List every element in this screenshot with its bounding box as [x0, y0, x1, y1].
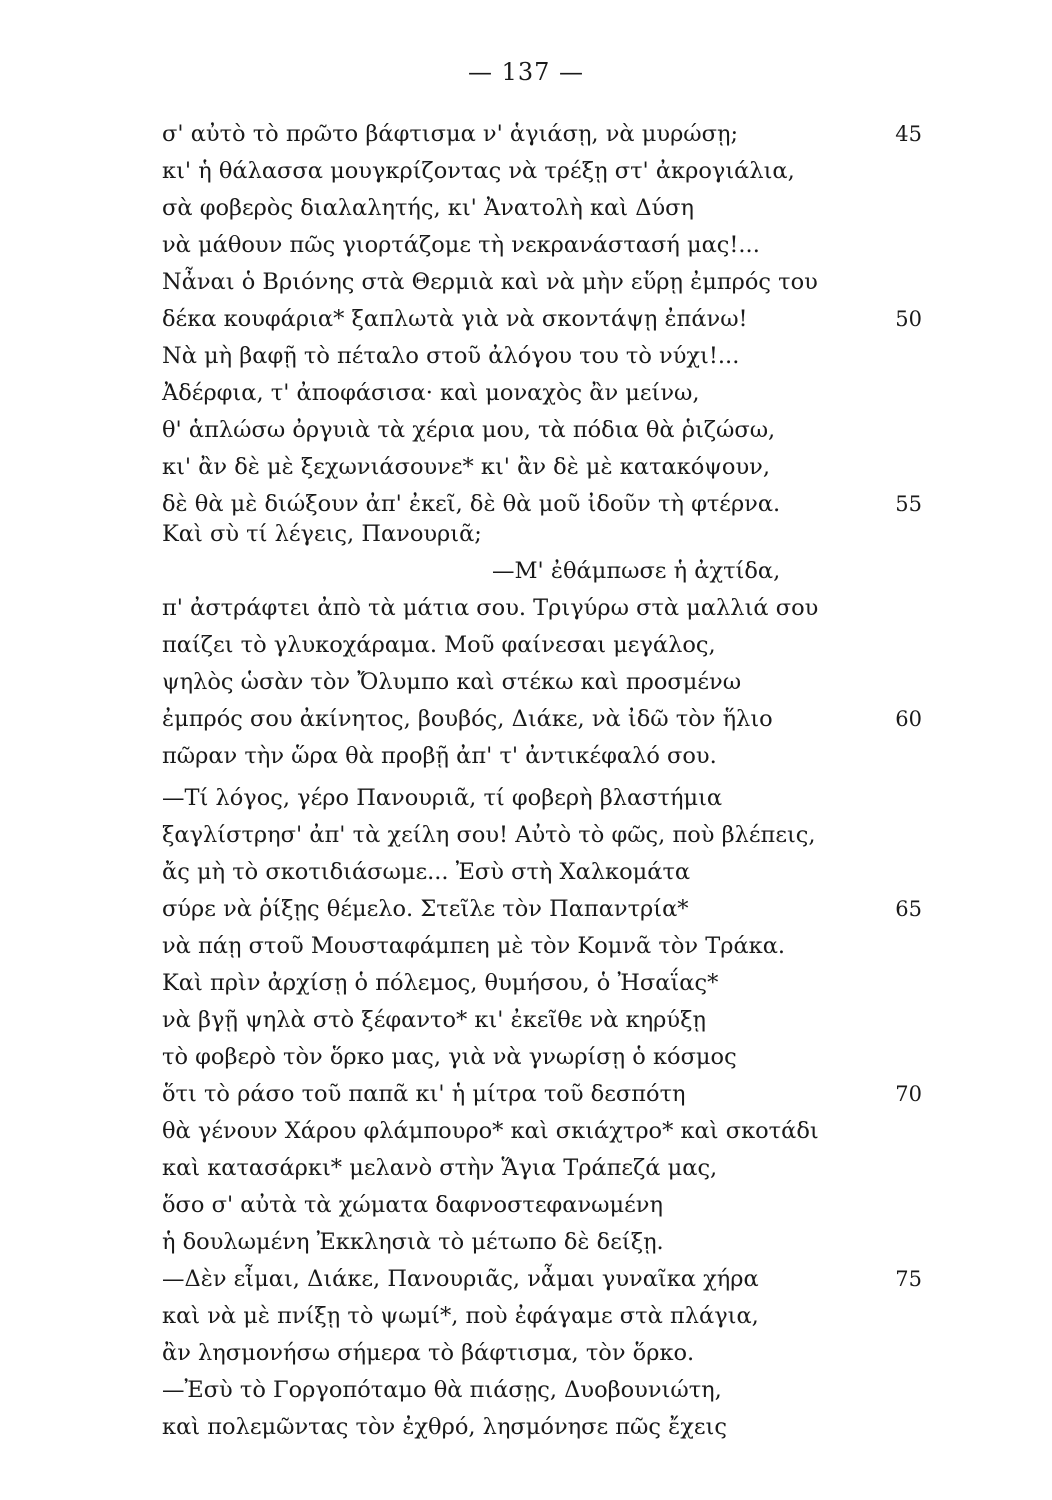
- line-number: 70: [895, 1082, 922, 1106]
- line-text: ἄς μὴ τὸ σκοτιδιάσωμε... Ἐσὺ στὴ Χαλκομάτα: [162, 859, 691, 885]
- poem-line: [162, 375, 932, 412]
- poem-line: [162, 854, 932, 891]
- line-text: —Δὲν εἶμαι, Διάκε, Πανουριᾶς, νἆμαι γυναῖκα χήρα: [162, 1266, 759, 1292]
- line-text: ἡ δουλωμένη Ἐκκλησιὰ τὸ μέτωπο δὲ δείξῃ.: [162, 1229, 664, 1255]
- line-text: Καὶ πρὶν ἀρχίσῃ ὁ πόλεμος, θυμήσου, ὁ Ἠσαΐας*: [162, 970, 719, 996]
- line-text: νὰ πάῃ στοῦ Μουσταφάμπεη μὲ τὸν Κομνᾶ τὸν Τράκα.: [162, 933, 786, 959]
- line-text: σύρε νὰ ῥίξῃς θέμελο. Στεῖλε τὸν Παπαντρία*: [162, 896, 689, 922]
- poem-line: [162, 412, 932, 449]
- line-text: τὸ φοβερὸ τὸν ὅρκο μας, γιὰ νὰ γνωρίσῃ ὁ κόσμος: [162, 1044, 737, 1070]
- line-text: καὶ κατασάρκι* μελανὸ στὴν Ἅγια Τράπεζά μας,: [162, 1155, 718, 1181]
- line-text: —Μ' ἐθάμπωσε ἡ ἀχτίδα,: [492, 558, 781, 584]
- poem-line: [162, 1039, 932, 1076]
- poem-line: [162, 1002, 932, 1039]
- poem-line: [162, 264, 932, 301]
- line-text: —Ἐσὺ τὸ Γοργοπόταμο θὰ πιάσῃς, Δυοβουνιώτη,: [162, 1377, 722, 1403]
- poem-line: [162, 1372, 932, 1409]
- poem-line: [162, 891, 932, 928]
- line-text: παίζει τὸ γλυκοχάραμα. Μοῦ φαίνεσαι μεγάλος,: [162, 632, 716, 658]
- line-text: ψηλὸς ὡσὰν τὸν Ὄλυμπο καὶ στέκω καὶ προσμένω: [162, 669, 742, 695]
- poem-line: [162, 1409, 932, 1446]
- poem-line: [162, 965, 932, 1002]
- line-text: Νὰ μὴ βαφῇ τὸ πέταλο στοῦ ἀλόγου του τὸ νύχι!...: [162, 343, 740, 369]
- poem-line: [162, 553, 932, 590]
- poem-line: [162, 301, 932, 338]
- poem-line: [162, 153, 932, 190]
- poem-line: [162, 1335, 932, 1372]
- stanza: [162, 516, 932, 775]
- line-text: δέκα κουφάρια* ξαπλωτὰ γιὰ νὰ σκοντάψῃ ἐπάνω!: [162, 306, 748, 332]
- line-text: σὰ φοβερὸς διαλαλητής, κι' Ἀνατολὴ καὶ Δύση: [162, 195, 695, 221]
- line-text: καὶ πολεμῶντας τὸν ἐχθρό, λησμόνησε πῶς ἔχεις: [162, 1414, 727, 1440]
- line-text: νὰ βγῇ ψηλὰ στὸ ξέφαντο* κι' ἐκεῖθε νὰ κηρύξῃ: [162, 1007, 706, 1033]
- poem-line: [162, 1298, 932, 1335]
- poem-line: [162, 664, 932, 701]
- line-number: 50: [895, 307, 922, 331]
- line-text: κι' ἡ θάλασσα μουγκρίζοντας νὰ τρέξῃ στ' ἀκρογιάλια,: [162, 158, 795, 184]
- poem-line: [162, 338, 932, 375]
- poem-line: [162, 817, 932, 854]
- poem-line: [162, 1187, 932, 1224]
- poem-line: [162, 1076, 932, 1113]
- poem-line: [162, 116, 932, 153]
- line-text: Καὶ σὺ τί λέγεις, Πανουριᾶ;: [162, 521, 482, 547]
- line-text: κι' ἂν δὲ μὲ ξεχωνιάσουνε* κι' ἂν δὲ μὲ κατακόψουν,: [162, 454, 770, 480]
- page-number: — 137 —: [467, 58, 585, 86]
- poem-line: [162, 1224, 932, 1261]
- poem-line: [162, 590, 932, 627]
- line-text: ἐμπρός σου ἀκίνητος, βουβός, Διάκε, νὰ ἰδῶ τὸν ἥλιο: [162, 706, 773, 732]
- poem-line: [162, 516, 932, 553]
- line-text: θ' ἁπλώσω ὀργυιὰ τὰ χέρια μου, τὰ πόδια θὰ ῥιζώσω,: [162, 417, 776, 443]
- poem-line: [162, 1261, 932, 1298]
- poem-line: [162, 190, 932, 227]
- line-text: ὅτι τὸ ράσο τοῦ παπᾶ κι' ἡ μίτρα τοῦ δεσπότη: [162, 1081, 686, 1107]
- poem-line: [162, 928, 932, 965]
- line-text: π' ἀστράφτει ἀπὸ τὰ μάτια σου. Τριγύρω στὰ μαλλιά σου: [162, 595, 819, 621]
- poem-line: [162, 627, 932, 664]
- stanza: [162, 780, 932, 1446]
- line-text: δὲ θὰ μὲ διώξουν ἀπ' ἐκεῖ, δὲ θὰ μοῦ ἰδοῦν τὴ φτέρνα.: [162, 491, 781, 517]
- poem-line: [162, 701, 932, 738]
- poem-line: [162, 780, 932, 817]
- line-number: 55: [895, 492, 922, 516]
- line-text: θὰ γένουν Χάρου φλάμπουρο* καὶ σκιάχτρο* καὶ σκοτάδι: [162, 1118, 819, 1144]
- poem-line: [162, 1113, 932, 1150]
- stanza: [162, 116, 932, 523]
- line-text: καὶ νὰ μὲ πνίξῃ τὸ ψωμί*, ποὺ ἐφάγαμε στὰ πλάγια,: [162, 1303, 759, 1329]
- line-text: Νἆναι ὁ Βριόνης στὰ Θερμιὰ καὶ νὰ μὴν εὕρῃ ἐμπρός του: [162, 269, 818, 295]
- line-text: —Τί λόγος, γέρο Πανουριᾶ, τί φοβερὴ βλαστήμια: [162, 785, 723, 811]
- poem-line: [162, 227, 932, 264]
- line-text: ξαγλίστρησ' ἀπ' τὰ χείλη σου! Αὐτὸ τὸ φῶς, ποὺ βλέπεις,: [162, 822, 816, 848]
- poem-line: [162, 449, 932, 486]
- line-number: 60: [895, 707, 922, 731]
- line-text: σ' αὐτὸ τὸ πρῶτο βάφτισμα ν' ἁγιάσῃ, νὰ μυρώσῃ;: [162, 121, 739, 147]
- line-text: Ἀδέρφια, τ' ἀποφάσισα· καὶ μοναχὸς ἂν μείνω,: [162, 380, 700, 406]
- line-text: ἂν λησμονήσω σήμερα τὸ βάφτισμα, τὸν ὅρκο.: [162, 1340, 695, 1366]
- line-text: ὅσο σ' αὐτὰ τὰ χώματα δαφνοστεφανωμένη: [162, 1192, 663, 1218]
- line-text: πῶραν τὴν ὥρα θὰ προβῇ ἀπ' τ' ἀντικέφαλό σου.: [162, 743, 717, 769]
- poem-line: [162, 1150, 932, 1187]
- line-number: 75: [895, 1267, 922, 1291]
- poem-line: [162, 738, 932, 775]
- line-number: 45: [895, 122, 922, 146]
- line-number: 65: [895, 897, 922, 921]
- line-text: νὰ μάθουν πῶς γιορτάζομε τὴ νεκρανάστασή μας!...: [162, 232, 760, 258]
